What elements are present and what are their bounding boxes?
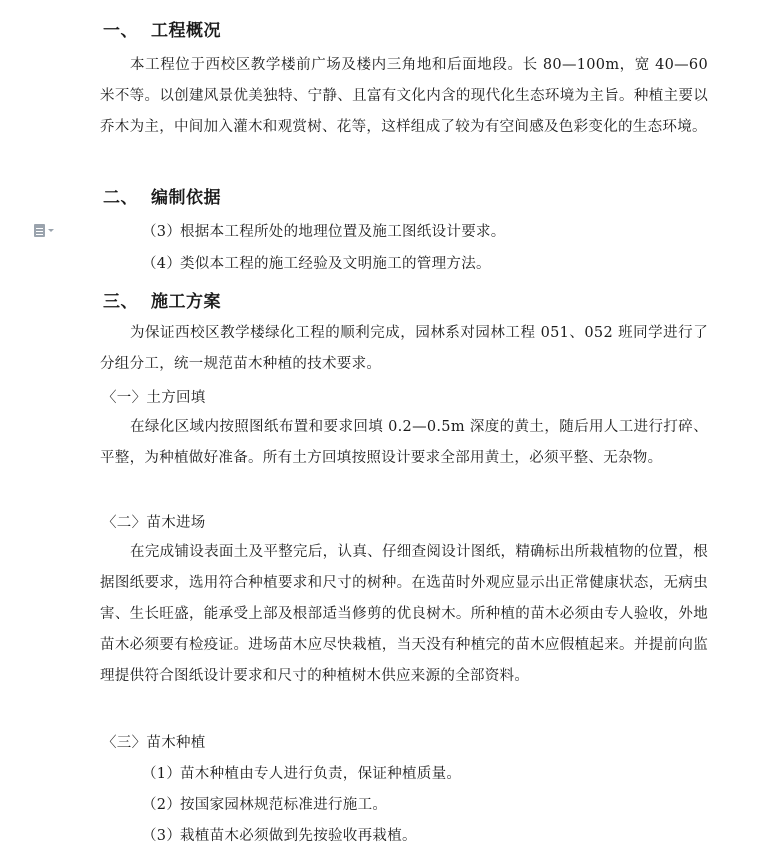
list-item: （3）根据本工程所处的地理位置及施工图纸设计要求。: [142, 224, 506, 240]
chevron-down-icon: [48, 229, 54, 232]
paragraph-earthwork: 在绿化区域内按照图纸布置和要求回填 0.2—0.5m 深度的黄土，随后用人工进行打碎、平整，为种植做好准备。所有土方回填按照设计要求全部用黄土，必须平整、无杂物。: [100, 419, 708, 466]
list-item: （4）类似本工程的施工经验及文明施工的管理方法。: [142, 256, 491, 272]
section-title: 施工方案: [151, 292, 221, 312]
page-icon: [34, 224, 45, 237]
section-heading-1: [103, 16, 221, 41]
subsection-title: 〈三〉苗木种植: [102, 735, 206, 751]
paragraph-seedling-entry: 在完成铺设表面土及平整完后，认真、仔细查阅设计图纸，精确标出所栽植物的位置，根据图纸要求，选用符合种植要求和尺寸的树种。在选苗时外观应显示出正常健康状态，无病虫害、生长旺盛，能承受上部及根部适当修剪的优良树木。所种植的苗木必须由专人验收，外地苗木必须要有检疫证。进场苗木应尽快栽植，当天没有种植完的苗木应假植起来。并提前向监理提供符合图纸设计要求和尺寸的种植树木供应来源的全部资料。: [100, 544, 708, 684]
paragraph-overview: 本工程位于西校区教学楼前广场及楼内三角地和后面地段。长 80—100m，宽 40—60 米不等。以创建风景优美独特、宁静、且富有文化内含的现代化生态环境为主旨。种植主要以乔木为主，中间加入灌木和观赏树、花等，这样组成了较为有空间感及色彩变化的生态环境。: [100, 57, 708, 135]
list-item: （3）栽植苗木必须做到先按验收再栽植。: [142, 828, 417, 844]
section-number: 三、: [103, 292, 138, 312]
section-heading-3: [103, 287, 221, 312]
document-icon[interactable]: [34, 222, 64, 238]
subsection-title: 〈一〉土方回填: [102, 390, 206, 406]
section-title: 编制依据: [151, 188, 221, 208]
section-heading-2: [103, 183, 221, 208]
section-number: 一、: [103, 21, 138, 41]
section-title: 工程概况: [151, 21, 221, 41]
section-number: 二、: [103, 188, 138, 208]
subsection-title: 〈二〉苗木进场: [102, 515, 206, 531]
paragraph-plan-intro: 为保证西校区教学楼绿化工程的顺利完成，园林系对园林工程 051、052 班同学进行了分组分工，统一规范苗木种植的技术要求。: [100, 325, 708, 372]
list-item: （2）按国家园林规范标准进行施工。: [142, 797, 388, 813]
list-item: （1）苗木种植由专人进行负责，保证种植质量。: [142, 766, 462, 782]
